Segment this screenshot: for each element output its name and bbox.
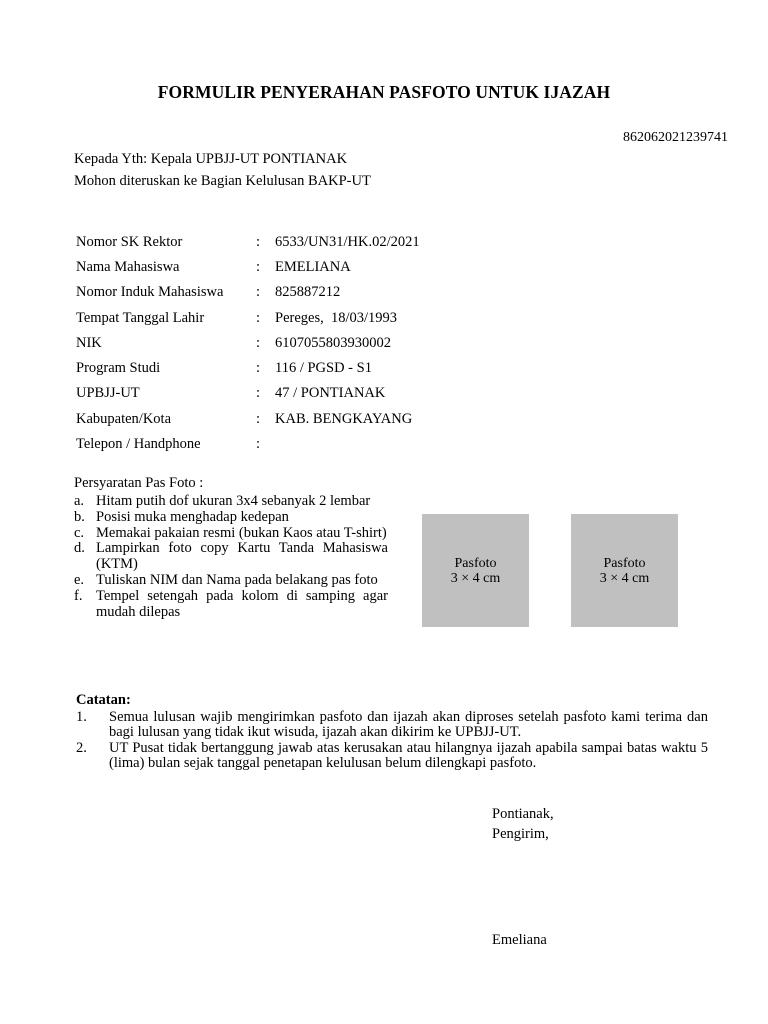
field-row-telepon (74, 431, 420, 456)
list-item-text: Hitam putih dof ukuran 3x4 sebanyak 2 lembar (96, 493, 371, 509)
document-title: FORMULIR PENYERAHAN PASFOTO UNTUK IJAZAH (157, 82, 611, 102)
field-separator: : (256, 410, 261, 427)
list-item-text: Posisi muka menghadap kedepan (96, 508, 289, 525)
notes-list (76, 710, 708, 772)
field-row-ttl (74, 305, 420, 330)
photo-box-size: 3 × 4 cm (599, 570, 650, 586)
field-separator: : (256, 309, 261, 326)
address-line-1: Kepada Yth: Kepala UPBJJ-UT PONTIANAK (74, 151, 348, 167)
list-item-text: Memakai pakaian resmi (bukan Kaos atau T-shirt) (96, 524, 387, 541)
notes-title: Catatan: (76, 692, 131, 708)
list-marker: 1. (76, 709, 87, 725)
list-item (74, 494, 388, 510)
photo-box-label: Pasfoto (603, 555, 646, 571)
list-item-text: Tuliskan NIM dan Nama pada belakang pas foto (96, 571, 378, 588)
list-item (76, 710, 708, 740)
field-separator: : (256, 334, 261, 351)
list-marker: a. (74, 493, 85, 509)
field-value: EMELIANA (275, 258, 351, 275)
list-item-text: Tempel setengah pada kolom di samping agar mudah dilepas (96, 587, 388, 620)
field-label: Nomor SK Rektor (76, 233, 183, 250)
signature-place: Pontianak, (492, 806, 554, 822)
list-item-text: UT Pusat tidak bertanggung jawab atas kerusakan atau hilangnya ijazah apabila sampai batas waktu 5 (lima) bulan sejak tanggal penetapan kelulusan belum dilengkapi pasfoto. (109, 740, 708, 771)
photo-box-size: 3 × 4 cm (450, 570, 501, 586)
requirements-list (74, 494, 388, 620)
field-separator: : (256, 436, 261, 453)
student-info-table (74, 229, 420, 457)
signature-sender-label: Pengirim, (492, 826, 549, 842)
field-value: KAB. BENGKAYANG (275, 410, 413, 427)
field-value: 116 / PGSD - S1 (275, 360, 372, 377)
list-marker: 2. (76, 740, 87, 756)
field-label: Telepon / Handphone (76, 436, 201, 453)
list-item (74, 573, 388, 589)
list-item (74, 541, 388, 573)
list-item (74, 589, 388, 621)
list-marker: c. (74, 524, 85, 541)
field-row-upbjj (74, 381, 420, 406)
list-item (74, 510, 388, 526)
field-separator: : (256, 385, 261, 402)
field-row-nama (74, 254, 420, 279)
field-label: UPBJJ-UT (76, 385, 140, 402)
field-value: Pereges, 18/03/1993 (275, 309, 398, 326)
field-value: 825887212 (275, 284, 341, 301)
requirements-title: Persyaratan Pas Foto : (74, 475, 204, 491)
field-label: Program Studi (76, 360, 161, 377)
photo-box (571, 514, 678, 627)
list-marker: f. (74, 587, 83, 604)
field-row-nik (74, 330, 420, 355)
document-number: 862062021239741 (623, 130, 728, 145)
field-row-program-studi (74, 355, 420, 380)
field-value: 6533/UN31/HK.02/2021 (275, 233, 420, 250)
field-label: Nama Mahasiswa (76, 258, 180, 275)
field-separator: : (256, 258, 261, 275)
field-separator: : (256, 284, 261, 301)
field-label: Kabupaten/Kota (76, 410, 172, 427)
list-item (74, 526, 388, 542)
signature-name: Emeliana (492, 932, 547, 948)
list-item-text: Semua lulusan wajib mengirimkan pasfoto dan ijazah akan diproses setelah pasfoto kami terima dan bagi lulusan yang tidak ikut wisuda, ijazah akan dikirim ke UPBJJ-UT. (109, 709, 708, 740)
field-row-kabupaten (74, 406, 420, 431)
field-label: Tempat Tanggal Lahir (76, 309, 205, 326)
address-line-2: Mohon diteruskan ke Bagian Kelulusan BAKP-UT (74, 173, 371, 189)
list-marker: b. (74, 508, 85, 525)
field-value: 6107055803930002 (275, 334, 391, 351)
photo-box (422, 514, 529, 627)
field-separator: : (256, 360, 261, 377)
photo-box-label: Pasfoto (454, 555, 497, 571)
field-value (275, 431, 420, 456)
field-row-sk-rektor (74, 229, 420, 254)
field-label: Nomor Induk Mahasiswa (76, 284, 224, 301)
field-row-nim (74, 280, 420, 305)
list-marker: d. (74, 540, 85, 557)
list-item-text: Lampirkan foto copy Kartu Tanda Mahasiswa (KTM) (96, 540, 388, 573)
field-separator: : (256, 233, 261, 250)
field-label: NIK (76, 334, 102, 351)
field-value: 47 / PONTIANAK (275, 385, 386, 402)
list-marker: e. (74, 571, 85, 588)
list-item (76, 741, 708, 771)
